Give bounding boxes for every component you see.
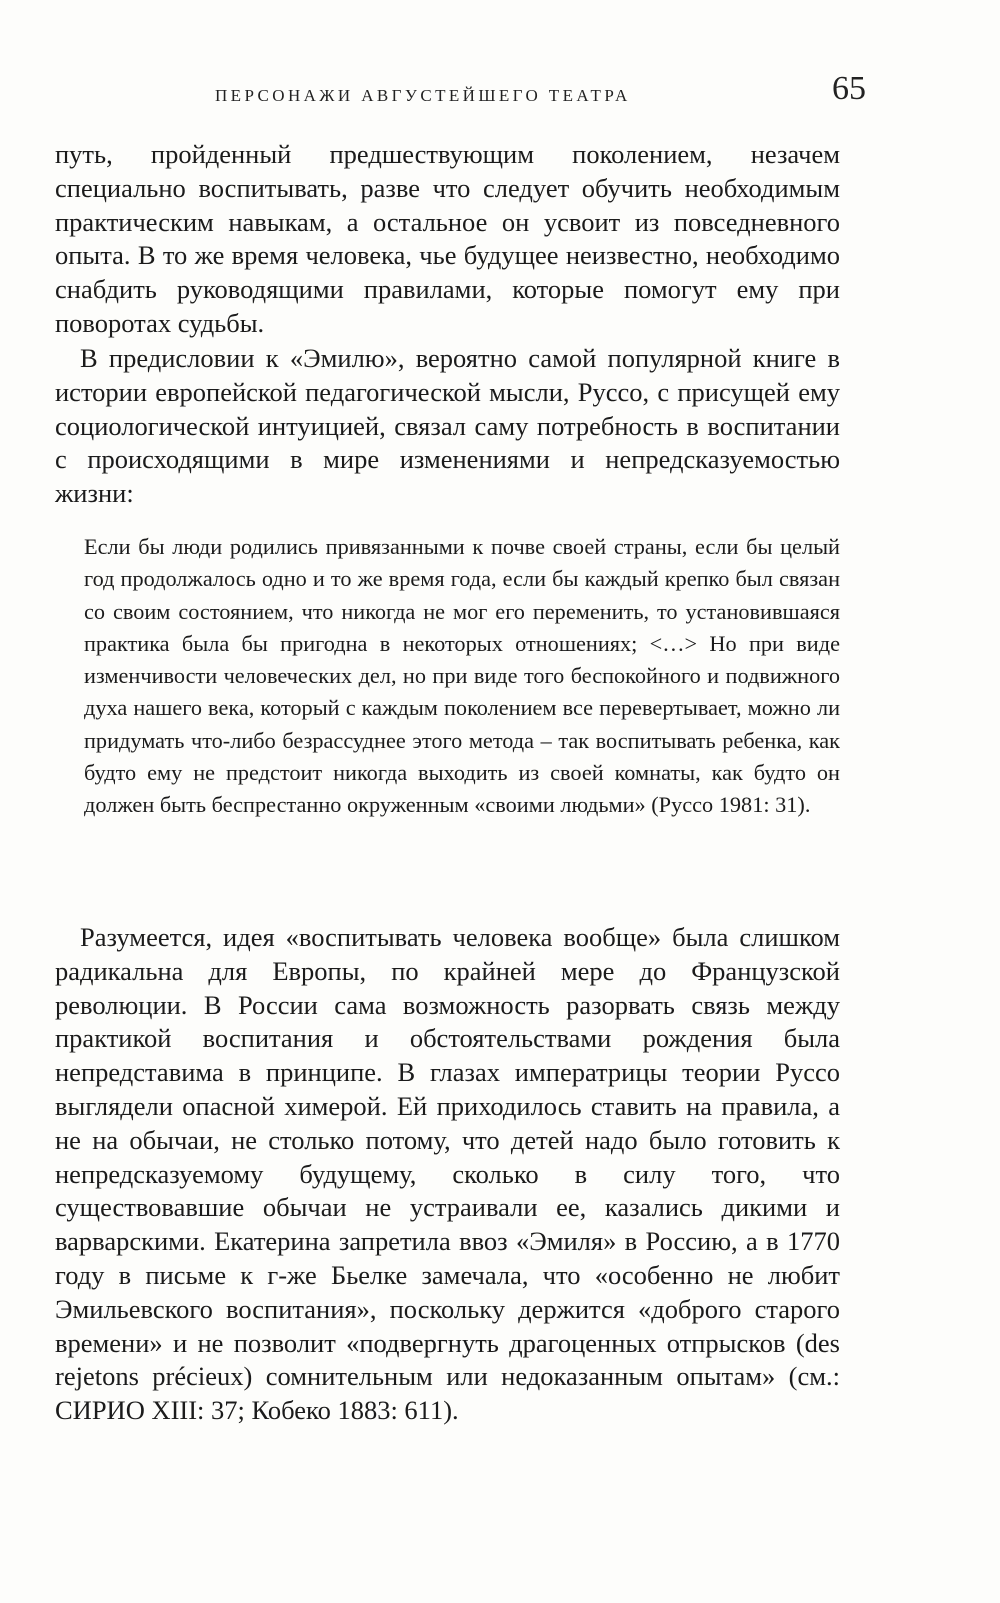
block-quote: Если бы люди родились привязанными к почве своей страны, если бы целый год продолжалось одно и то же время года, если бы каждый крепко был связан со своим состоянием, что никогда не мог его переменить, то установившаяся практика была бы пригодна в некоторых отношениях; <…> Но при виде изменчивости человеческих дел, но при виде того беспокойного и подвижного духа нашего века, который с каждым поколением все перевертывает, можно ли придумать что-либо безрассуднее этого метода – так воспитывать ребенка, как будто ему не предстоит никогда выходить из своей комнаты, как будто он должен быть беспрестанно окруженным «своими людьми» (Руссо 1981: 31). <box>84 534 840 818</box>
paragraph-3: Разумеется, идея «воспитывать человека вообще» была слишком радикальна для Европы, по крайней мере до Французской революции. В России сама возможность разорвать связь между практикой воспитания и обстоятельствами рождения была непредставима в принципе. В глазах императрицы теории Руссо выглядели опасной химерой. Ей приходилось ставить на правила, а не на обычаи, не столько потому, что детей надо было готовить к непредсказуемому будущему, сколько в силу того, что существовавшие обычаи не устраивали ее, казались дикими и варварскими. Екатерина запретила ввоз «Эмиля» в Россию, а в 1770 году в письме к г-же Бьелке замечала, что «особенно не любит Эмильевского воспитания», поскольку держится «доброго старого времени» и не позволит «подвергнуть драгоценных отпрысков (des rejetons précieux) сомнительным или недоказанным опытам» (см.: СИРИО XIII: 37; Кобеко 1883: 611). <box>55 922 840 1426</box>
page-number: 65 <box>832 70 866 107</box>
running-title: ПЕРСОНАЖИ АВГУСТЕЙШЕГО ТЕАТРА <box>215 86 631 105</box>
paragraph-2: В предисловии к «Эмилю», вероятно самой популярной книге в истории европейской педагогической мысли, Руссо, с присущей ему социологической интуицией, связал саму потребность в воспитании с происходящими в мире изменениями и непредсказуемостью жизни: <box>55 343 840 509</box>
paragraph-1: путь, пройденный предшествующим поколением, незачем специально воспитывать, разве что следует обучить необходимым практическим навыкам, а остальное он усвоит из повседневного опыта. В то же время человека, чье будущее неизвестно, необходимо снабдить руководящими правилами, которые помогут ему при поворотах судьбы. <box>55 139 840 338</box>
